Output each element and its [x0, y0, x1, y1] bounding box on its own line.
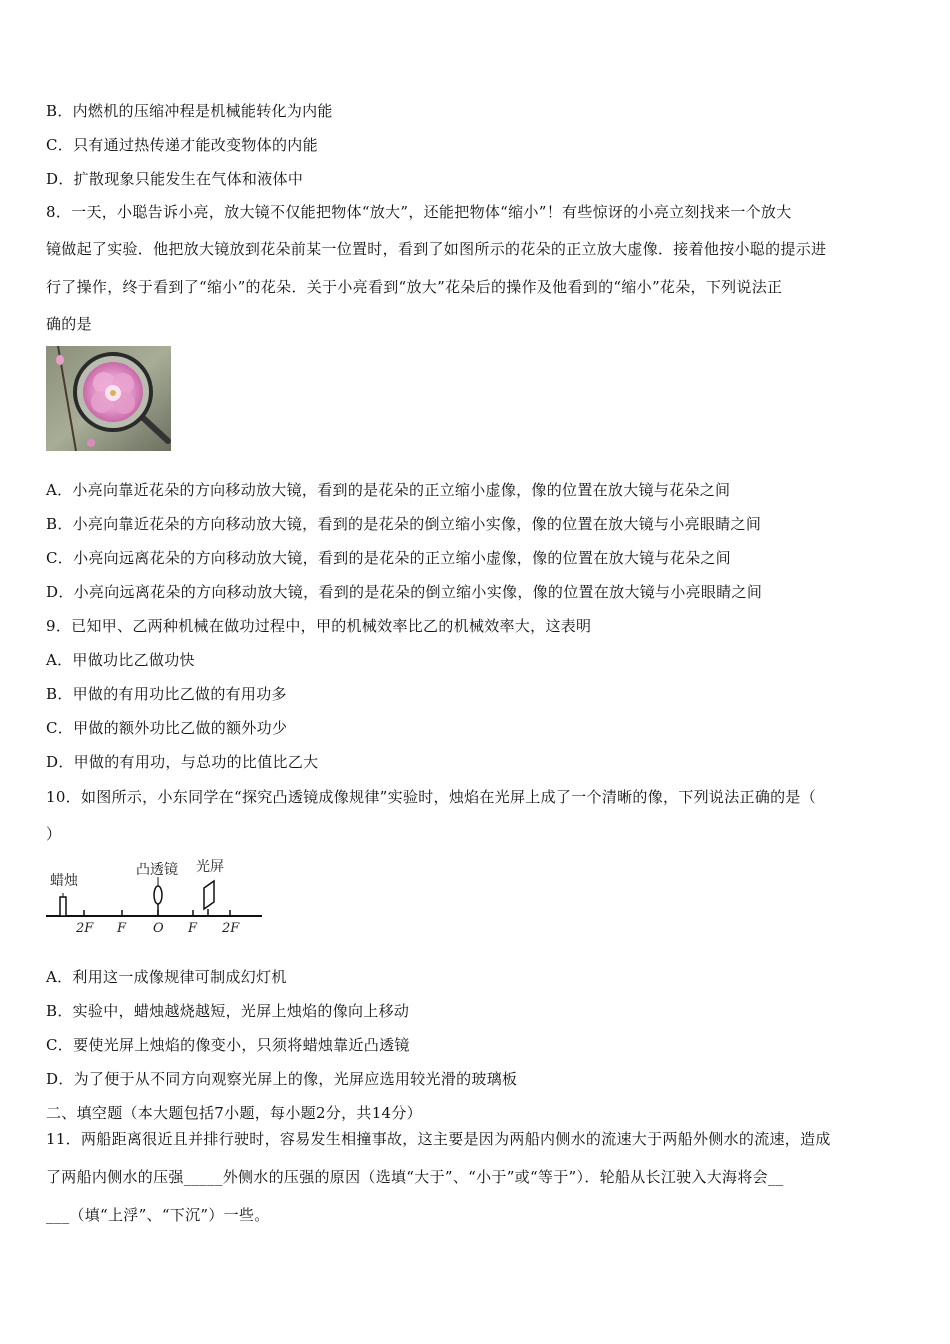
convex-lens-icon — [154, 877, 162, 916]
light-screen-icon — [204, 881, 214, 916]
q8-stem-line-3: 行了操作，终于看到了“缩小”的花朵．关于小亮看到“放大”花朵后的操作及他看到的“缩小”花朵，下列说法正 — [46, 278, 783, 296]
lens-label: 凸透镜 — [136, 862, 178, 878]
candle-icon — [60, 893, 66, 916]
axis-mark-2f-left: 2F — [76, 921, 94, 935]
q11-line-1: 11．两船距离很近且并排行驶时，容易发生相撞事故，这主要是因为两船内侧水的流速大于两船外侧水的流速，造成 — [46, 1130, 831, 1148]
q8-option-d: D．小亮向远离花朵的方向移动放大镜，看到的是花朵的倒立缩小实像，像的位置在放大镜与小亮眼睛之间 — [46, 583, 763, 601]
candle-label: 蜡烛 — [50, 873, 78, 889]
q9-option-a: A．甲做功比乙做功快 — [46, 651, 195, 669]
q8-stem-line-2: 镜做起了实验．他把放大镜放到花朵前某一位置时，看到了如图所示的花朵的正立放大虚像．接着他按小聪的提示进 — [46, 240, 827, 258]
screen-label: 光屏 — [196, 859, 224, 875]
magnifier-flower-photo — [46, 346, 171, 451]
q10-option-c: C．要使光屏上烛焰的像变小，只须将蜡烛靠近凸透镜 — [46, 1036, 410, 1054]
axis-mark-f-right: F — [188, 921, 198, 935]
q7-option-d: D．扩散现象只能发生在气体和液体中 — [46, 170, 304, 188]
q11-line-3: ___（填“上浮”、“下沉”）一些。 — [46, 1206, 270, 1224]
q7-option-c: C．只有通过热传递才能改变物体的内能 — [46, 136, 318, 154]
q9-option-c: C．甲做的额外功比乙做的额外功少 — [46, 719, 288, 737]
q9-stem: 9．已知甲、乙两种机械在做功过程中，甲的机械效率比乙的机械效率大，这表明 — [46, 617, 592, 635]
q8-stem-line-4: 确的是 — [46, 315, 92, 333]
axis-mark-o: O — [153, 921, 164, 935]
lens-experiment-diagram — [46, 855, 264, 935]
axis-mark-f-left: F — [117, 921, 127, 935]
q8-option-a: A．小亮向靠近花朵的方向移动放大镜，看到的是花朵的正立缩小虚像，像的位置在放大镜与花朵之间 — [46, 481, 731, 499]
q7-option-b: B．内燃机的压缩冲程是机械能转化为内能 — [46, 102, 333, 120]
axis-mark-2f-right: 2F — [222, 921, 240, 935]
q10-option-b: B．实验中，蜡烛越烧越短，光屏上烛焰的像向上移动 — [46, 1002, 410, 1020]
q9-option-d: D．甲做的有用功，与总功的比值比乙大 — [46, 753, 319, 771]
magnifier-flower-image — [46, 346, 171, 451]
q10-stem-line-2: ） — [46, 825, 62, 843]
q10-option-a: A．利用这一成像规律可制成幻灯机 — [46, 968, 287, 986]
q8-option-c: C．小亮向远离花朵的方向移动放大镜，看到的是花朵的正立缩小虚像，像的位置在放大镜与花朵之间 — [46, 549, 731, 567]
section-2-heading: 二、填空题（本大题包括7小题，每小题2分，共14分） — [46, 1104, 422, 1122]
q8-option-b: B．小亮向靠近花朵的方向移动放大镜，看到的是花朵的倒立缩小实像，像的位置在放大镜与小亮眼睛之间 — [46, 515, 762, 533]
q10-option-d: D．为了便于从不同方向观察光屏上的像，光屏应选用较光滑的玻璃板 — [46, 1070, 518, 1088]
q9-option-b: B．甲做的有用功比乙做的有用功多 — [46, 685, 287, 703]
q8-stem-line-1: 8．一天，小聪告诉小亮，放大镜不仅能把物体“放大”，还能把物体“缩小”！有些惊讶的小亮立刻找来一个放大 — [46, 203, 792, 221]
q11-line-2: 了两船内侧水的压强_____外侧水的压强的原因（选填“大于”、“小于”或“等于”）．轮船从长江驶入大海将会__ — [46, 1168, 784, 1186]
q10-stem-line-1: 10．如图所示，小东同学在“探究凸透镜成像规律”实验时，烛焰在光屏上成了一个清晰的像，下列说法正确的是（ — [46, 788, 817, 806]
